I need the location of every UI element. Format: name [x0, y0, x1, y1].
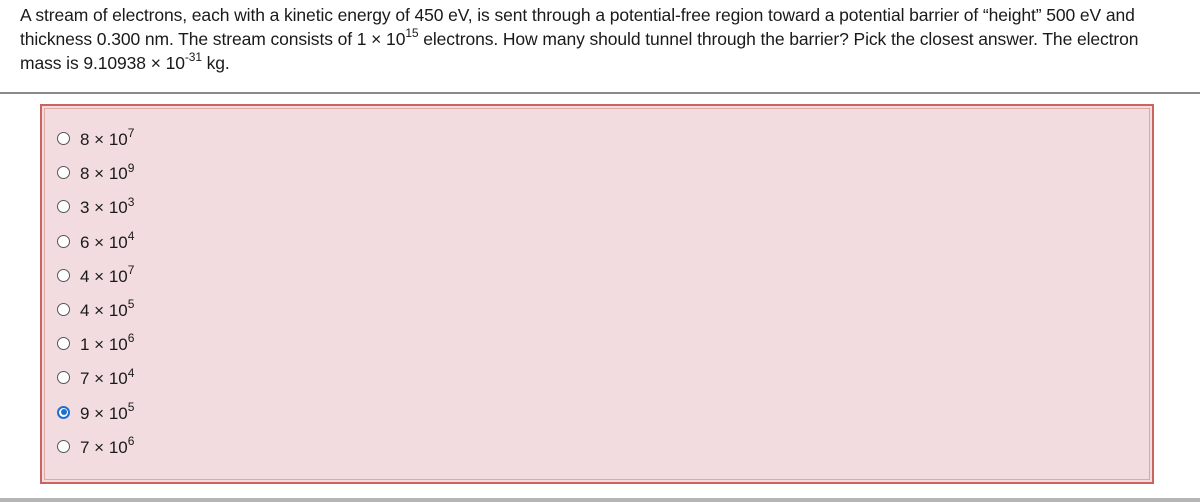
option-mantissa: 3 × 10 [80, 198, 128, 218]
answer-option-label [80, 399, 135, 424]
option-mantissa: 8 × 10 [80, 164, 128, 184]
answer-option-label [80, 331, 135, 355]
answer-option-label [80, 297, 135, 321]
question-part-2: electrons. How many should tunnel through the barrier? Pick the closest answer. The electron mass is 9.10938 × 10 [20, 29, 1139, 73]
answer-options-list [57, 126, 135, 472]
answer-option[interactable] [57, 263, 135, 301]
question-part-3: kg. [201, 53, 230, 73]
radio-button[interactable] [57, 440, 70, 453]
radio-button[interactable] [57, 303, 70, 316]
answer-option-label [80, 126, 135, 150]
question-exponent-1: 15 [405, 26, 419, 41]
option-exponent: 6 [127, 434, 135, 449]
bottom-rule [0, 498, 1200, 502]
option-exponent: 5 [127, 297, 135, 312]
option-mantissa: 1 × 10 [80, 335, 128, 355]
radio-button[interactable] [57, 371, 70, 384]
option-mantissa: 4 × 10 [80, 266, 128, 286]
option-exponent: 9 [127, 160, 135, 175]
radio-button[interactable] [57, 235, 70, 248]
answer-option-label [80, 434, 135, 458]
question-text [20, 3, 1180, 75]
option-exponent: 7 [127, 126, 135, 141]
option-exponent: 5 [127, 399, 135, 414]
option-exponent: 4 [127, 365, 135, 380]
option-mantissa: 9 × 10 [80, 403, 128, 423]
answer-option-label [80, 160, 135, 184]
option-exponent: 4 [127, 228, 135, 243]
answer-option-label [80, 365, 135, 389]
option-exponent: 6 [127, 331, 135, 346]
radio-button[interactable] [57, 269, 70, 282]
radio-button-selected[interactable] [57, 406, 70, 419]
answer-option[interactable] [57, 331, 135, 369]
option-mantissa: 7 × 10 [80, 437, 128, 457]
question-divider [0, 92, 1200, 94]
answer-option[interactable] [57, 228, 135, 267]
answer-option[interactable] [57, 434, 135, 472]
answer-option-label [80, 194, 135, 218]
answer-option-label [80, 263, 135, 287]
answer-option[interactable] [57, 297, 135, 335]
radio-button[interactable] [57, 337, 70, 350]
question-exponent-2: -31 [184, 50, 202, 65]
answer-option[interactable] [57, 399, 135, 438]
radio-button[interactable] [57, 166, 70, 179]
answer-option[interactable] [57, 160, 135, 198]
radio-button[interactable] [57, 200, 70, 213]
answer-option-label [80, 228, 135, 253]
answer-option[interactable] [57, 194, 135, 232]
answer-options-box [40, 104, 1154, 484]
radio-button[interactable] [57, 132, 70, 145]
option-mantissa: 6 × 10 [80, 232, 128, 252]
question-part-1: A stream of electrons, each with a kinetic energy of 450 eV, is sent through a potential-free region toward a potential barrier of “height” 500 eV and thickness 0.300 nm. The stream consists of 1 × 10 [20, 5, 1135, 49]
option-exponent: 7 [127, 263, 135, 278]
option-mantissa: 8 × 10 [80, 130, 128, 149]
answer-option[interactable] [57, 365, 135, 403]
answer-option[interactable] [57, 126, 135, 164]
option-mantissa: 7 × 10 [80, 369, 128, 389]
option-mantissa: 4 × 10 [80, 300, 128, 320]
option-exponent: 3 [127, 194, 135, 209]
